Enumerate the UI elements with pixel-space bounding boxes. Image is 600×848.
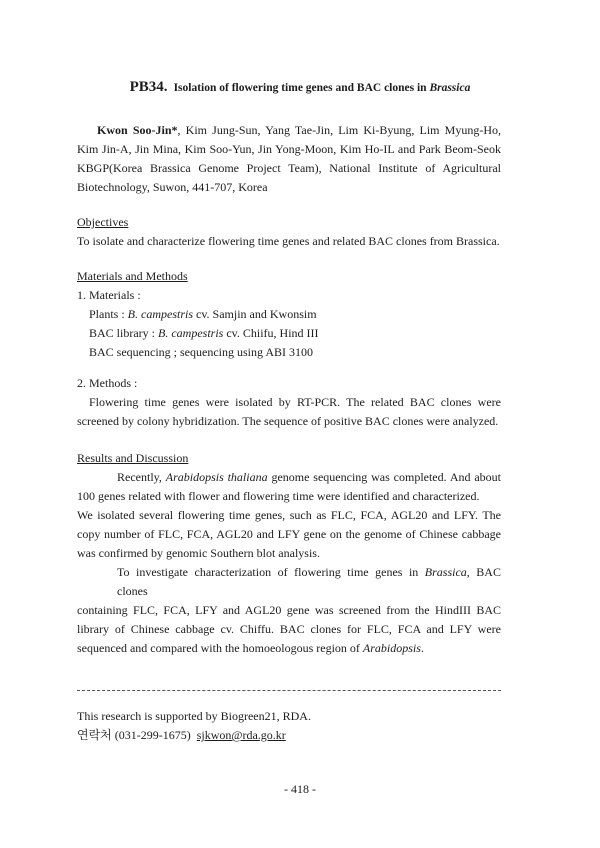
author-list bbox=[77, 121, 501, 159]
plants-line: Plants : B. campestris cv. Samjin and Kwonsim bbox=[89, 307, 317, 321]
results-section bbox=[77, 449, 501, 658]
bac-library-line: BAC library : B. campestris cv. Chiifu, Hind III bbox=[89, 326, 319, 340]
contact-line bbox=[77, 726, 501, 745]
results-p1-line2: 100 genes related with flower and flowering time were identified and characterized. bbox=[77, 489, 480, 503]
methods-section bbox=[77, 374, 501, 431]
objectives-heading: Objectives bbox=[77, 215, 129, 229]
page-number: - 418 - bbox=[284, 782, 316, 796]
title-text: Isolation of flowering time genes and BAC clones in bbox=[173, 82, 427, 94]
results-p3-line3: library of Chinese cabbage cv. Chiffu. BAC clones for FLC, FCA and LFY were bbox=[77, 622, 501, 636]
footer-divider bbox=[77, 690, 501, 691]
title-italic: Brassica bbox=[429, 82, 471, 94]
abstract-title bbox=[0, 78, 600, 98]
contact-label: 연락처 (031-299-1675) bbox=[77, 728, 191, 742]
results-heading: Results and Discussion bbox=[77, 451, 189, 465]
funding-note: This research is supported by Biogreen21, RDA. bbox=[77, 709, 311, 723]
lead-author: Kwon Soo-Jin* bbox=[97, 123, 178, 137]
results-p2-line2: copy number of FLC, FCA, AGL20 and LFY gene on the genome of Chinese cabbage bbox=[77, 527, 501, 541]
results-p3-line1: To investigate characterization of flowering time genes in Brassica, BAC clones bbox=[117, 565, 501, 598]
results-p1-line1: Recently, Arabidopsis thaliana genome sequencing was completed. And about bbox=[117, 470, 502, 484]
objectives-text: To isolate and characterize flowering time genes and related BAC clones from Brassica. bbox=[77, 234, 500, 248]
affiliation-line2: Biotechnology, Suwon, 441-707, Korea bbox=[77, 180, 268, 194]
materials-section bbox=[77, 267, 501, 362]
results-p2-line3: was confirmed by genomic Southern blot analysis. bbox=[77, 546, 320, 560]
methods-line1: Flowering time genes were isolated by RT-PCR. The related BAC clones were bbox=[89, 395, 501, 409]
abstract-code: PB34. bbox=[129, 79, 168, 95]
methods-subheading: 2. Methods : bbox=[77, 376, 138, 390]
methods-line2: screened by colony hybridization. The sequence of positive BAC clones were analyzed. bbox=[77, 414, 499, 428]
affiliation-line1: KBGP(Korea Brassica Genome Project Team), National Institute of Agricultural bbox=[77, 161, 501, 175]
results-p2-line1: We isolated several flowering time genes, such as FLC, FCA, AGL20 and LFY. The bbox=[77, 508, 501, 522]
objectives-section bbox=[77, 213, 501, 251]
authors-line1: , Kim Jung-Sun, Yang Tae-Jin, Lim Ki-Byung, Lim Myung-Ho, bbox=[177, 123, 501, 137]
materials-heading: Materials and Methods bbox=[77, 269, 188, 283]
bac-sequencing-line: BAC sequencing ; sequencing using ABI 3100 bbox=[89, 345, 313, 359]
affiliation bbox=[77, 159, 501, 197]
contact-email-link[interactable]: sjkwon@rda.go.kr bbox=[196, 728, 286, 742]
footer-notes bbox=[77, 707, 501, 745]
results-p3-line2: containing FLC, FCA, LFY and AGL20 gene was screened from the HindIII BAC bbox=[77, 603, 501, 617]
results-p3-line4: sequenced and compared with the homoeologous region of Arabidopsis. bbox=[77, 641, 424, 655]
authors-line2: Kim Jin-A, Jin Mina, Kim Soo-Yun, Jin Yong-Moon, Kim Ho-IL and Park Beom-Seok bbox=[77, 142, 501, 156]
materials-subheading: 1. Materials : bbox=[77, 288, 141, 302]
